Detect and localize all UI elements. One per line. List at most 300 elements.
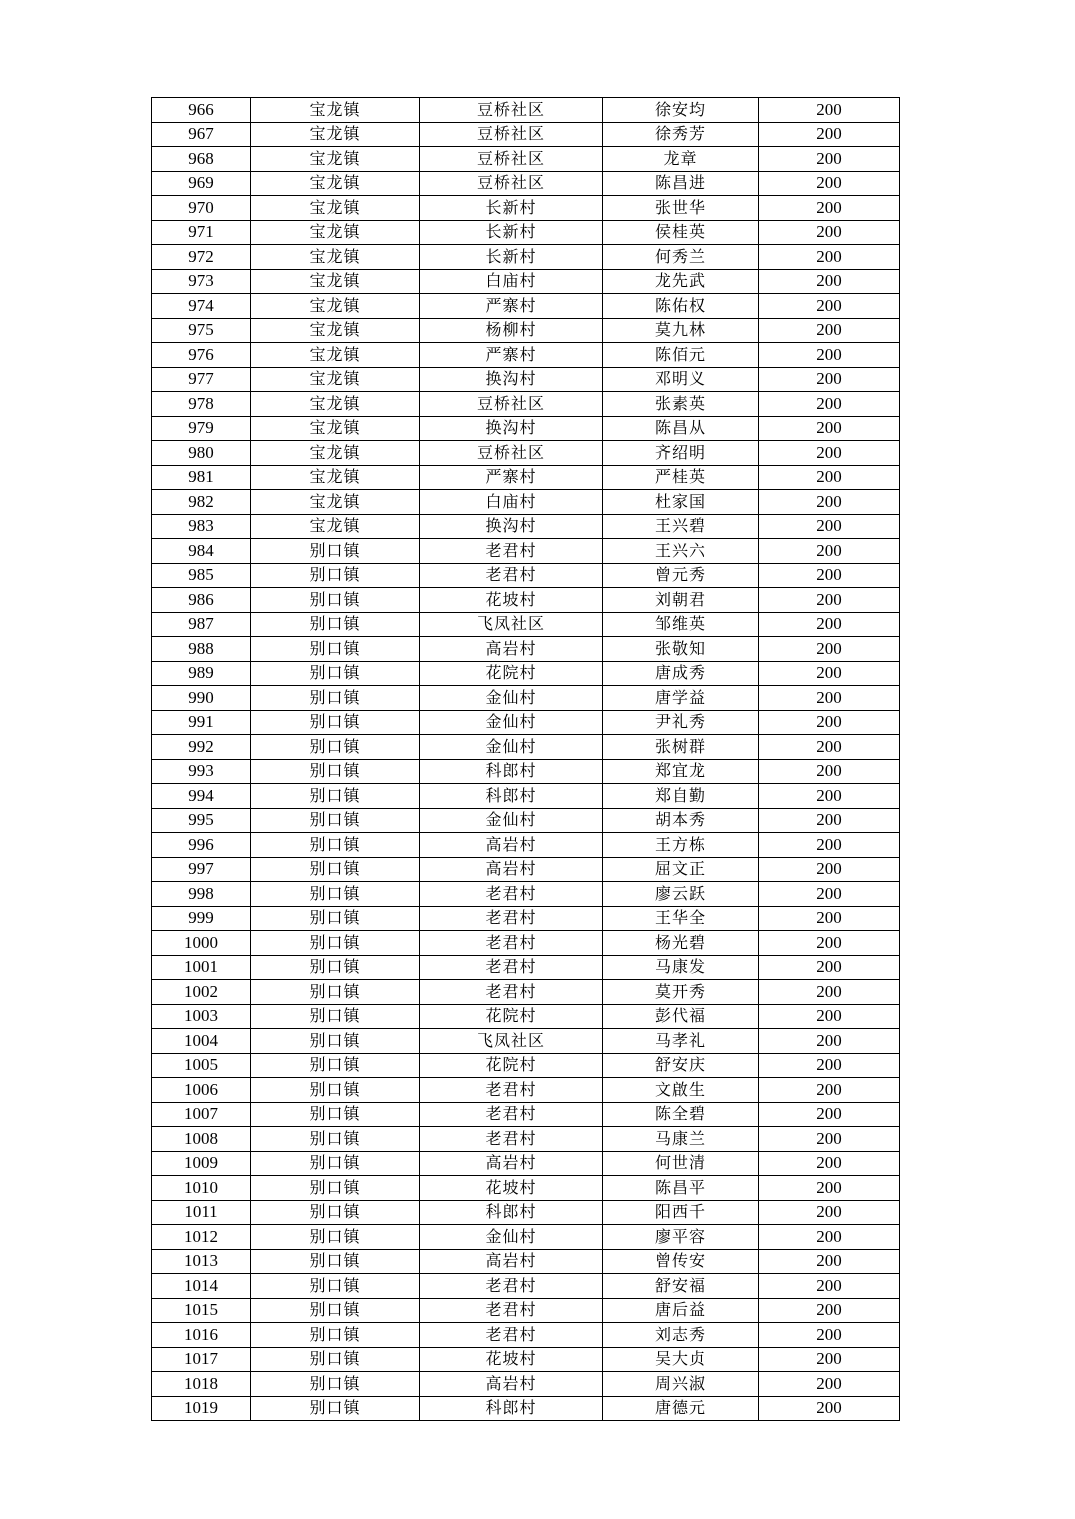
town-cell: 别口镇 [251,1176,420,1201]
town-cell: 别口镇 [251,1249,420,1274]
village-cell: 花坡村 [420,1347,603,1372]
serial-number-cell: 1001 [152,955,251,980]
table-row [152,245,900,270]
serial-number-cell: 970 [152,196,251,221]
person-name-cell: 周兴淑 [603,1372,759,1397]
village-cell: 豆桥社区 [420,392,603,417]
table-row [152,1298,900,1323]
town-cell: 宝龙镇 [251,269,420,294]
amount-cell: 200 [759,1372,900,1397]
amount-cell: 200 [759,1029,900,1054]
town-cell: 别口镇 [251,1298,420,1323]
serial-number-cell: 973 [152,269,251,294]
amount-cell: 200 [759,1102,900,1127]
amount-cell: 200 [759,98,900,123]
table-row [152,906,900,931]
table-row [152,1176,900,1201]
table-row [152,1029,900,1054]
amount-cell: 200 [759,1298,900,1323]
amount-cell: 200 [759,710,900,735]
amount-cell: 200 [759,367,900,392]
person-name-cell: 王兴碧 [603,514,759,539]
amount-cell: 200 [759,735,900,760]
serial-number-cell: 1008 [152,1127,251,1152]
serial-number-cell: 988 [152,637,251,662]
table-row [152,539,900,564]
person-name-cell: 张世华 [603,196,759,221]
village-cell: 豆桥社区 [420,441,603,466]
table-row [152,882,900,907]
village-cell: 豆桥社区 [420,147,603,172]
serial-number-cell: 993 [152,759,251,784]
serial-number-cell: 969 [152,171,251,196]
table-row [152,1102,900,1127]
village-cell: 老君村 [420,1274,603,1299]
table-row [152,759,900,784]
person-name-cell: 屈文正 [603,857,759,882]
serial-number-cell: 1010 [152,1176,251,1201]
serial-number-cell: 966 [152,98,251,123]
town-cell: 宝龙镇 [251,392,420,417]
person-name-cell: 杨光碧 [603,931,759,956]
amount-cell: 200 [759,1078,900,1103]
person-name-cell: 陈昌进 [603,171,759,196]
amount-cell: 200 [759,392,900,417]
table-row [152,1347,900,1372]
person-name-cell: 唐后益 [603,1298,759,1323]
village-cell: 豆桥社区 [420,98,603,123]
town-cell: 别口镇 [251,1078,420,1103]
person-name-cell: 侯桂英 [603,220,759,245]
serial-number-cell: 997 [152,857,251,882]
village-cell: 老君村 [420,906,603,931]
amount-cell: 200 [759,318,900,343]
village-cell: 老君村 [420,1127,603,1152]
serial-number-cell: 968 [152,147,251,172]
village-cell: 金仙村 [420,686,603,711]
table-row [152,612,900,637]
amount-cell: 200 [759,1323,900,1348]
serial-number-cell: 1003 [152,1004,251,1029]
serial-number-cell: 982 [152,490,251,515]
amount-cell: 200 [759,637,900,662]
person-name-cell: 舒安福 [603,1274,759,1299]
town-cell: 别口镇 [251,539,420,564]
village-cell: 高岩村 [420,857,603,882]
amount-cell: 200 [759,1151,900,1176]
person-name-cell: 龙先武 [603,269,759,294]
serial-number-cell: 992 [152,735,251,760]
town-cell: 别口镇 [251,759,420,784]
person-name-cell: 唐学益 [603,686,759,711]
person-name-cell: 刘志秀 [603,1323,759,1348]
village-cell: 老君村 [420,1102,603,1127]
table-row [152,980,900,1005]
serial-number-cell: 1017 [152,1347,251,1372]
serial-number-cell: 983 [152,514,251,539]
town-cell: 别口镇 [251,906,420,931]
serial-number-cell: 1012 [152,1225,251,1250]
village-cell: 杨柳村 [420,318,603,343]
village-cell: 老君村 [420,980,603,1005]
table-row [152,392,900,417]
town-cell: 宝龙镇 [251,147,420,172]
village-cell: 科郎村 [420,1396,603,1421]
village-cell: 老君村 [420,955,603,980]
table-row [152,588,900,613]
town-cell: 别口镇 [251,1151,420,1176]
table-row [152,710,900,735]
serial-number-cell: 972 [152,245,251,270]
town-cell: 宝龙镇 [251,171,420,196]
amount-cell: 200 [759,906,900,931]
village-cell: 花院村 [420,1053,603,1078]
amount-cell: 200 [759,490,900,515]
amount-cell: 200 [759,588,900,613]
serial-number-cell: 1014 [152,1274,251,1299]
town-cell: 别口镇 [251,1127,420,1152]
village-cell: 金仙村 [420,1225,603,1250]
village-cell: 豆桥社区 [420,122,603,147]
table-row [152,833,900,858]
town-cell: 宝龙镇 [251,122,420,147]
town-cell: 别口镇 [251,1225,420,1250]
amount-cell: 200 [759,686,900,711]
table-row [152,1200,900,1225]
serial-number-cell: 1015 [152,1298,251,1323]
town-cell: 别口镇 [251,1274,420,1299]
town-cell: 别口镇 [251,955,420,980]
amount-cell: 200 [759,857,900,882]
village-cell: 科郎村 [420,784,603,809]
table-row [152,1004,900,1029]
village-cell: 长新村 [420,196,603,221]
person-name-cell: 张树群 [603,735,759,760]
town-cell: 宝龙镇 [251,318,420,343]
serial-number-cell: 967 [152,122,251,147]
amount-cell: 200 [759,465,900,490]
town-cell: 宝龙镇 [251,416,420,441]
person-name-cell: 文啟生 [603,1078,759,1103]
amount-cell: 200 [759,171,900,196]
serial-number-cell: 991 [152,710,251,735]
table-row [152,1323,900,1348]
table-row [152,441,900,466]
table-row [152,98,900,123]
table-row [152,1396,900,1421]
person-name-cell: 莫九林 [603,318,759,343]
amount-cell: 200 [759,196,900,221]
amount-cell: 200 [759,1200,900,1225]
serial-number-cell: 979 [152,416,251,441]
table-row [152,735,900,760]
village-cell: 高岩村 [420,637,603,662]
person-name-cell: 王兴六 [603,539,759,564]
village-cell: 换沟村 [420,514,603,539]
amount-cell: 200 [759,416,900,441]
table-row [152,661,900,686]
town-cell: 别口镇 [251,1102,420,1127]
person-name-cell: 吴大贞 [603,1347,759,1372]
person-name-cell: 齐绍明 [603,441,759,466]
person-name-cell: 舒安庆 [603,1053,759,1078]
village-cell: 花坡村 [420,588,603,613]
town-cell: 别口镇 [251,931,420,956]
serial-number-cell: 1011 [152,1200,251,1225]
table-row [152,1053,900,1078]
person-name-cell: 阳西千 [603,1200,759,1225]
town-cell: 别口镇 [251,808,420,833]
town-cell: 别口镇 [251,1200,420,1225]
person-name-cell: 陈昌从 [603,416,759,441]
town-cell: 别口镇 [251,612,420,637]
town-cell: 宝龙镇 [251,343,420,368]
amount-cell: 200 [759,245,900,270]
table-row [152,514,900,539]
amount-cell: 200 [759,980,900,1005]
amount-cell: 200 [759,539,900,564]
person-name-cell: 张敬知 [603,637,759,662]
table-row [152,1127,900,1152]
amount-cell: 200 [759,343,900,368]
amount-cell: 200 [759,122,900,147]
serial-number-cell: 990 [152,686,251,711]
town-cell: 宝龙镇 [251,514,420,539]
serial-number-cell: 1009 [152,1151,251,1176]
person-name-cell: 龙章 [603,147,759,172]
serial-number-cell: 1016 [152,1323,251,1348]
amount-cell: 200 [759,661,900,686]
table-row [152,122,900,147]
table-row [152,1151,900,1176]
person-name-cell: 邹维英 [603,612,759,637]
amount-cell: 200 [759,1004,900,1029]
table-row [152,367,900,392]
table-row [152,269,900,294]
person-name-cell: 王方栋 [603,833,759,858]
person-name-cell: 严桂英 [603,465,759,490]
village-cell: 老君村 [420,1078,603,1103]
town-cell: 别口镇 [251,1396,420,1421]
serial-number-cell: 999 [152,906,251,931]
person-name-cell: 唐德元 [603,1396,759,1421]
town-cell: 宝龙镇 [251,196,420,221]
village-cell: 金仙村 [420,735,603,760]
amount-cell: 200 [759,220,900,245]
town-cell: 别口镇 [251,735,420,760]
amount-cell: 200 [759,955,900,980]
amount-cell: 200 [759,294,900,319]
town-cell: 别口镇 [251,1347,420,1372]
village-cell: 花院村 [420,661,603,686]
table-row [152,343,900,368]
person-name-cell: 莫开秀 [603,980,759,1005]
town-cell: 别口镇 [251,588,420,613]
amount-cell: 200 [759,563,900,588]
serial-number-cell: 1004 [152,1029,251,1054]
amount-cell: 200 [759,1053,900,1078]
town-cell: 宝龙镇 [251,220,420,245]
serial-number-cell: 1018 [152,1372,251,1397]
serial-number-cell: 994 [152,784,251,809]
town-cell: 宝龙镇 [251,465,420,490]
serial-number-cell: 1006 [152,1078,251,1103]
person-name-cell: 陈全碧 [603,1102,759,1127]
amount-cell: 200 [759,759,900,784]
person-name-cell: 何世清 [603,1151,759,1176]
town-cell: 别口镇 [251,686,420,711]
person-name-cell: 马康兰 [603,1127,759,1152]
table-row [152,147,900,172]
table-row [152,784,900,809]
village-cell: 严寨村 [420,343,603,368]
village-cell: 金仙村 [420,808,603,833]
table-row [152,220,900,245]
village-cell: 严寨村 [420,294,603,319]
village-cell: 长新村 [420,220,603,245]
amount-cell: 200 [759,784,900,809]
village-cell: 高岩村 [420,1151,603,1176]
table-row [152,857,900,882]
table-row [152,1225,900,1250]
serial-number-cell: 980 [152,441,251,466]
person-name-cell: 王华全 [603,906,759,931]
town-cell: 宝龙镇 [251,294,420,319]
village-cell: 白庙村 [420,490,603,515]
table-row [152,686,900,711]
person-name-cell: 马孝礼 [603,1029,759,1054]
town-cell: 别口镇 [251,1029,420,1054]
village-cell: 换沟村 [420,416,603,441]
village-cell: 高岩村 [420,1249,603,1274]
person-name-cell: 廖云跃 [603,882,759,907]
village-cell: 科郎村 [420,1200,603,1225]
town-cell: 别口镇 [251,1004,420,1029]
person-name-cell: 唐成秀 [603,661,759,686]
town-cell: 别口镇 [251,833,420,858]
table-row [152,1078,900,1103]
serial-number-cell: 996 [152,833,251,858]
serial-number-cell: 989 [152,661,251,686]
recipient-table [151,97,900,1421]
amount-cell: 200 [759,147,900,172]
table-row [152,808,900,833]
table-row [152,955,900,980]
town-cell: 别口镇 [251,661,420,686]
person-name-cell: 徐秀芳 [603,122,759,147]
town-cell: 宝龙镇 [251,490,420,515]
amount-cell: 200 [759,833,900,858]
person-name-cell: 何秀兰 [603,245,759,270]
village-cell: 老君村 [420,882,603,907]
serial-number-cell: 976 [152,343,251,368]
serial-number-cell: 975 [152,318,251,343]
town-cell: 别口镇 [251,1323,420,1348]
village-cell: 科郎村 [420,759,603,784]
amount-cell: 200 [759,441,900,466]
serial-number-cell: 1000 [152,931,251,956]
table-row [152,490,900,515]
serial-number-cell: 998 [152,882,251,907]
serial-number-cell: 986 [152,588,251,613]
serial-number-cell: 1013 [152,1249,251,1274]
town-cell: 别口镇 [251,637,420,662]
table-row [152,637,900,662]
person-name-cell: 陈佰元 [603,343,759,368]
serial-number-cell: 978 [152,392,251,417]
village-cell: 花坡村 [420,1176,603,1201]
town-cell: 别口镇 [251,857,420,882]
amount-cell: 200 [759,931,900,956]
amount-cell: 200 [759,1249,900,1274]
amount-cell: 200 [759,882,900,907]
town-cell: 别口镇 [251,563,420,588]
amount-cell: 200 [759,1127,900,1152]
serial-number-cell: 1005 [152,1053,251,1078]
serial-number-cell: 977 [152,367,251,392]
town-cell: 别口镇 [251,1053,420,1078]
amount-cell: 200 [759,808,900,833]
town-cell: 别口镇 [251,784,420,809]
serial-number-cell: 981 [152,465,251,490]
table-row [152,465,900,490]
serial-number-cell: 971 [152,220,251,245]
table-row [152,416,900,441]
amount-cell: 200 [759,1176,900,1201]
serial-number-cell: 987 [152,612,251,637]
town-cell: 别口镇 [251,710,420,735]
village-cell: 老君村 [420,1298,603,1323]
village-cell: 老君村 [420,563,603,588]
village-cell: 严寨村 [420,465,603,490]
town-cell: 宝龙镇 [251,98,420,123]
serial-number-cell: 1007 [152,1102,251,1127]
table-row [152,1372,900,1397]
person-name-cell: 杜家国 [603,490,759,515]
person-name-cell: 郑自勤 [603,784,759,809]
village-cell: 老君村 [420,539,603,564]
table-row [152,1274,900,1299]
town-cell: 宝龙镇 [251,245,420,270]
village-cell: 换沟村 [420,367,603,392]
person-name-cell: 彭代福 [603,1004,759,1029]
person-name-cell: 邓明义 [603,367,759,392]
person-name-cell: 刘朝君 [603,588,759,613]
town-cell: 宝龙镇 [251,367,420,392]
amount-cell: 200 [759,1396,900,1421]
person-name-cell: 尹礼秀 [603,710,759,735]
village-cell: 老君村 [420,1323,603,1348]
town-cell: 别口镇 [251,980,420,1005]
person-name-cell: 马康发 [603,955,759,980]
serial-number-cell: 1019 [152,1396,251,1421]
person-name-cell: 胡本秀 [603,808,759,833]
amount-cell: 200 [759,1274,900,1299]
person-name-cell: 陈昌平 [603,1176,759,1201]
amount-cell: 200 [759,612,900,637]
table-row [152,196,900,221]
table-row [152,171,900,196]
table-body [152,98,900,1421]
amount-cell: 200 [759,1347,900,1372]
amount-cell: 200 [759,269,900,294]
person-name-cell: 徐安均 [603,98,759,123]
village-cell: 长新村 [420,245,603,270]
village-cell: 金仙村 [420,710,603,735]
table-row [152,931,900,956]
table-row [152,318,900,343]
village-cell: 高岩村 [420,1372,603,1397]
